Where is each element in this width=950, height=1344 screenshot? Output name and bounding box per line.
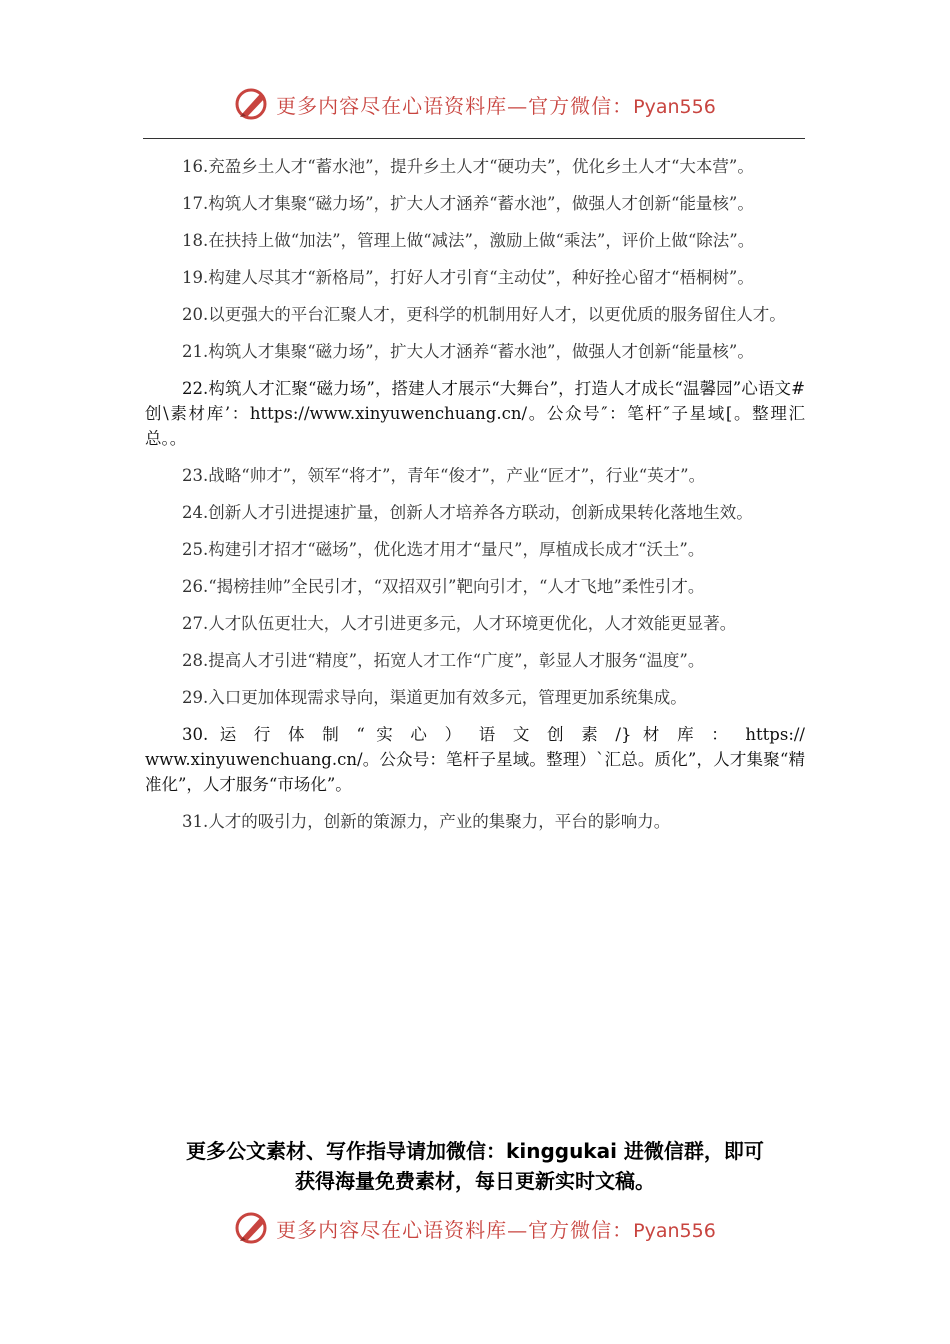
paragraph-17: 17.构筑人才集聚“磁力场”，扩大人才涵养“蓄水池”，做强人才创新“能量核”。 [182, 194, 754, 213]
paragraph-25: 25.构建引才招才“磁场”，优化选才用才“量尺”，厚植成长成才“沃土”。 [182, 540, 705, 559]
header-brand-text: 更多内容尽在心语资料库—官方微信：Pyan556 [276, 93, 716, 118]
footer-brand [0, 1208, 950, 1248]
paragraph-27: 27.人才队伍更壮大，人才引进更多元，人才环境更优化，人才效能更显著。 [182, 614, 737, 633]
paragraph-18: 18.在扶持上做“加法”，管理上做“减法”，激励上做“乘法”，评价上做“除法”。 [182, 231, 755, 250]
paragraph-29: 29.入口更加体现需求导向，渠道更加有效多元，管理更加系统集成。 [182, 688, 687, 707]
promo-line-1: 更多公文素材、写作指导请加微信：kinggukai 进微信群，即可 [186, 1139, 764, 1163]
paragraph-23: 23.战略“帅才”，领军“将才”，青年“俊才”，产业“匠才”，行业“英才”。 [182, 466, 706, 485]
paragraph-21: 21.构筑人才集聚“磁力场”，扩大人才涵养“蓄水池”，做强人才创新“能量核”。 [182, 342, 754, 361]
paragraph-26: 26.“揭榜挂帅”全民引才，“双招双引”靶向引才，“人才飞地”柔性引才。 [182, 577, 705, 596]
paragraph-30: 30. 运 行 体 制 “ 实 心 ） 语 文 创 素 /} 材 库 ： https:// www.xinyuwenchuang.cn/。公众号：笔杆子星域。整理）`汇总。质化”，人才集聚“精准化”，人才服务“市场化”。 [145, 725, 805, 794]
paragraph-20: 20.以更强大的平台汇聚人才，更科学的机制用好人才，以更优质的服务留住人才。 [182, 305, 786, 324]
paragraph-24: 24.创新人才引进提速扩量，创新人才培养各方联动，创新成果转化落地生效。 [182, 503, 753, 522]
header-brand [0, 84, 950, 124]
paragraph-22: 22.构筑人才汇聚“磁力场”，搭建人才展示“大舞台”，打造人才成长“温馨园”心语文#创\素材库’：https://www.xinyuwenchuang.cn/。公众号″：笔杆″子星域[。整理汇总。。 [145, 379, 805, 448]
paragraph-16: 16.充盈乡土人才“蓄水池”，提升乡土人才“硬功夫”，优化乡土人才“大本营”。 [182, 157, 754, 176]
pen-logo-icon [234, 86, 272, 122]
promo-notice [100, 1136, 850, 1196]
promo-line-2: 获得海量免费素材，每日更新实时文稿。 [295, 1169, 655, 1193]
paragraph-19: 19.构建人尽其才“新格局”，打好人才引育“主动仗”，种好拴心留才“梧桐树”。 [182, 268, 754, 287]
header-divider [143, 138, 805, 139]
paragraph-31: 31.人才的吸引力，创新的策源力，产业的集聚力，平台的影响力。 [182, 812, 671, 831]
paragraph-28: 28.提高人才引进“精度”，拓宽人才工作“广度”，彰显人才服务“温度”。 [182, 651, 705, 670]
document-body [145, 154, 805, 846]
pen-logo-icon [234, 1210, 272, 1246]
footer-brand-text: 更多内容尽在心语资料库—官方微信：Pyan556 [276, 1217, 716, 1242]
